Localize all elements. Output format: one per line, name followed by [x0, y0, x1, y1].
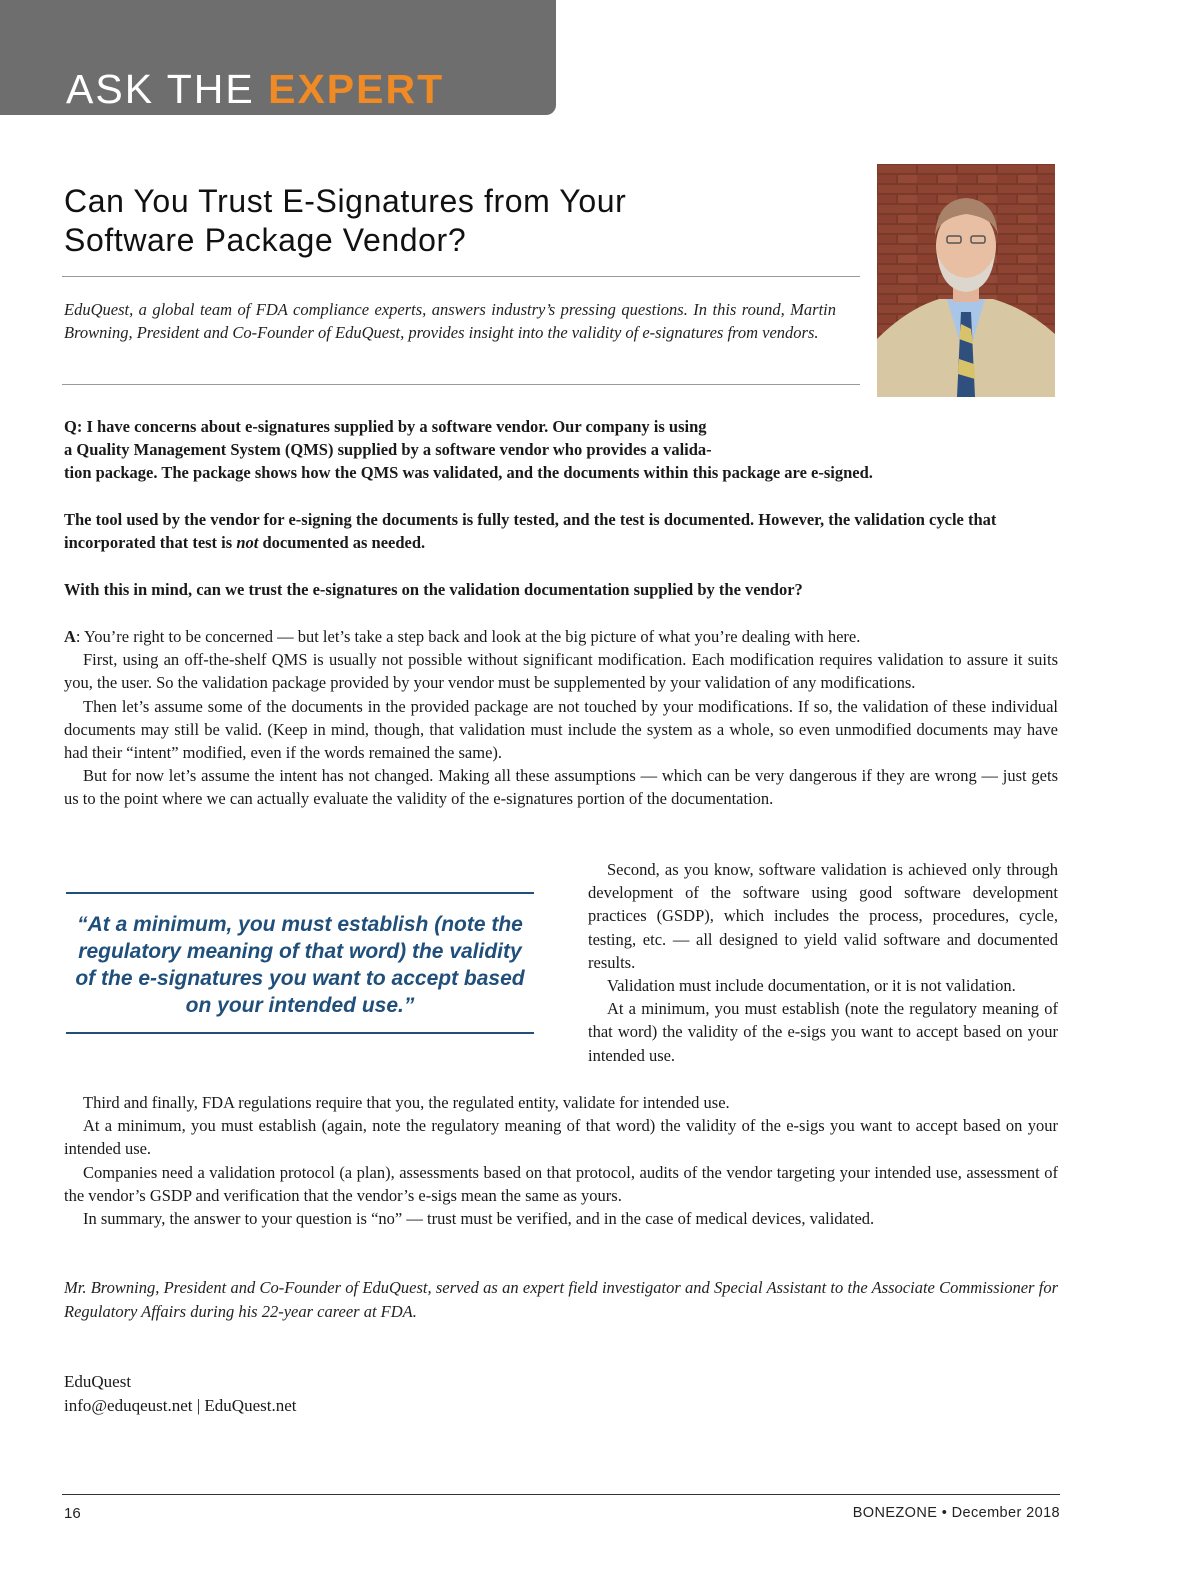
question-line-2: a Quality Management System (QMS) supplied by a software vendor who provides a valida- [64, 440, 712, 459]
section-label [66, 66, 444, 112]
question-2-text-b: documented as needed. [258, 533, 426, 552]
answer-paragraph-3: But for now let’s assume the intent has not changed. Making all these assumptions — which can be very dangerous if they are wrong — just gets us to the point where we can actually evaluate the validity of the e-signatures portion of the documentation. [64, 766, 1058, 809]
question-paragraph-2 [64, 508, 1058, 554]
article-title [64, 182, 844, 260]
answer-label: A [64, 627, 76, 646]
publication-info: BONEZONE • December 2018 [852, 1505, 1060, 1521]
section-label-prefix: ASK THE [66, 66, 269, 112]
answer-body-top [64, 625, 1058, 811]
answer-intro-text: : You’re right to be concerned — but let’s take a step back and look at the big picture of what you’re dealing with here. [75, 627, 861, 646]
answer-paragraph-2: Then let’s assume some of the documents in the provided package are not touched by your modifications. If so, the validation of these individual documents may still be valid. (Keep in mind, though, that validation must include the system as a whole, so even unmodified documents may have had their “intent” modified, even if the words remained the same). [64, 696, 1058, 763]
contact-separator: | [192, 1396, 205, 1415]
question-2-emphasis: not [236, 533, 259, 552]
intro-paragraph: EduQuest, a global team of FDA compliance experts, answers industry’s pressing questions. In this round, Martin Browning, President and Co-Founder of EduQuest, provides insight into the validity of e-signatures from vendors. [64, 300, 836, 342]
answer-right-column [588, 858, 1058, 1067]
answer-paragraph-1: First, using an off-the-shelf QMS is usually not possible without significant modification. Each modification requires validation to assure it suits you, the user. So the validation package provided by your vendor must be supplemented by your validation of any modifications. [64, 650, 1058, 693]
author-portrait-illustration [877, 164, 1055, 397]
answer-intro [64, 625, 1058, 648]
article-title-line-2: Software Package Vendor? [64, 222, 467, 258]
contact-org: EduQuest [64, 1372, 132, 1391]
answer-paragraph-4: Third and finally, FDA regulations require that you, the regulated entity, validate for intended use. [83, 1093, 730, 1112]
answer-paragraph-7: In summary, the answer to your question is “no” — trust must be verified, and in the case of medical devices, validated. [83, 1209, 875, 1229]
question-paragraph-3: With this in mind, can we trust the e-signatures on the validation documentation supplied by the vendor? [64, 580, 803, 599]
author-bio: Mr. Browning, President and Co-Founder of EduQuest, served as an expert field investigator and Special Assistant to the Associate Commissioner for Regulatory Affairs during his 22-year career at FDA. [64, 1278, 1058, 1321]
answer-paragraph-6: Companies need a validation protocol (a plan), assessments based on that protocol, audits of the vendor targeting your intended use, assessment of the vendor’s GSDP and verification that the vendor’s e-sigs mean the same as yours. [64, 1162, 1058, 1205]
contact-website[interactable]: EduQuest.net [204, 1396, 297, 1415]
page-number: 16 [64, 1505, 81, 1522]
intro-divider [62, 384, 860, 385]
contact-block [64, 1370, 296, 1418]
pull-quote-top-rule [66, 892, 534, 894]
footer-divider [62, 1494, 1060, 1495]
section-label-accent: EXPERT [268, 66, 445, 112]
article-title-line-1: Can You Trust E-Signatures from Your [64, 183, 627, 219]
question-line-1: Q: I have concerns about e-signatures supplied by a software vendor. Our company is using [64, 417, 707, 436]
answer-paragraph-5: At a minimum, you must establish (again, note the regulatory meaning of that word) the validity of the e-sigs you want to accept based on your intended use. [64, 1116, 1058, 1159]
contact-line [64, 1394, 296, 1418]
question-2-text-a: The tool used by the vendor for e-signing the documents is fully tested, and the test is documented. However, the validation cycle that incorporated that test is [64, 510, 997, 552]
pull-quote-bottom-rule [66, 1032, 534, 1034]
answer-body-bottom [64, 1091, 1058, 1230]
author-photo [877, 164, 1055, 397]
answer-column-paragraph-2: Validation must include documentation, or it is not validation. [607, 976, 1016, 996]
pull-quote: “At a minimum, you must establish (note the regulatory meaning of that word) the validity of the e-signatures you want to accept based on your intended use.” [75, 913, 525, 1017]
contact-email[interactable]: info@eduqeust.net [64, 1396, 193, 1415]
title-divider [62, 276, 860, 277]
section-banner [0, 0, 556, 115]
answer-column-paragraph-1: Second, as you know, software validation is achieved only through development of the software using good software development practices (GSDP), which includes the process, procedures, cycle, testing, etc. — all designed to yield valid software and documented results. [588, 860, 1058, 972]
question-line-3: tion package. The package shows how the QMS was validated, and the documents within this package are e-signed. [64, 463, 873, 482]
answer-column-paragraph-3: At a minimum, you must establish (note the regulatory meaning of that word) the validity of the e-sigs you want to accept based on your intended use. [588, 999, 1058, 1065]
question-paragraph-1 [64, 415, 1058, 484]
